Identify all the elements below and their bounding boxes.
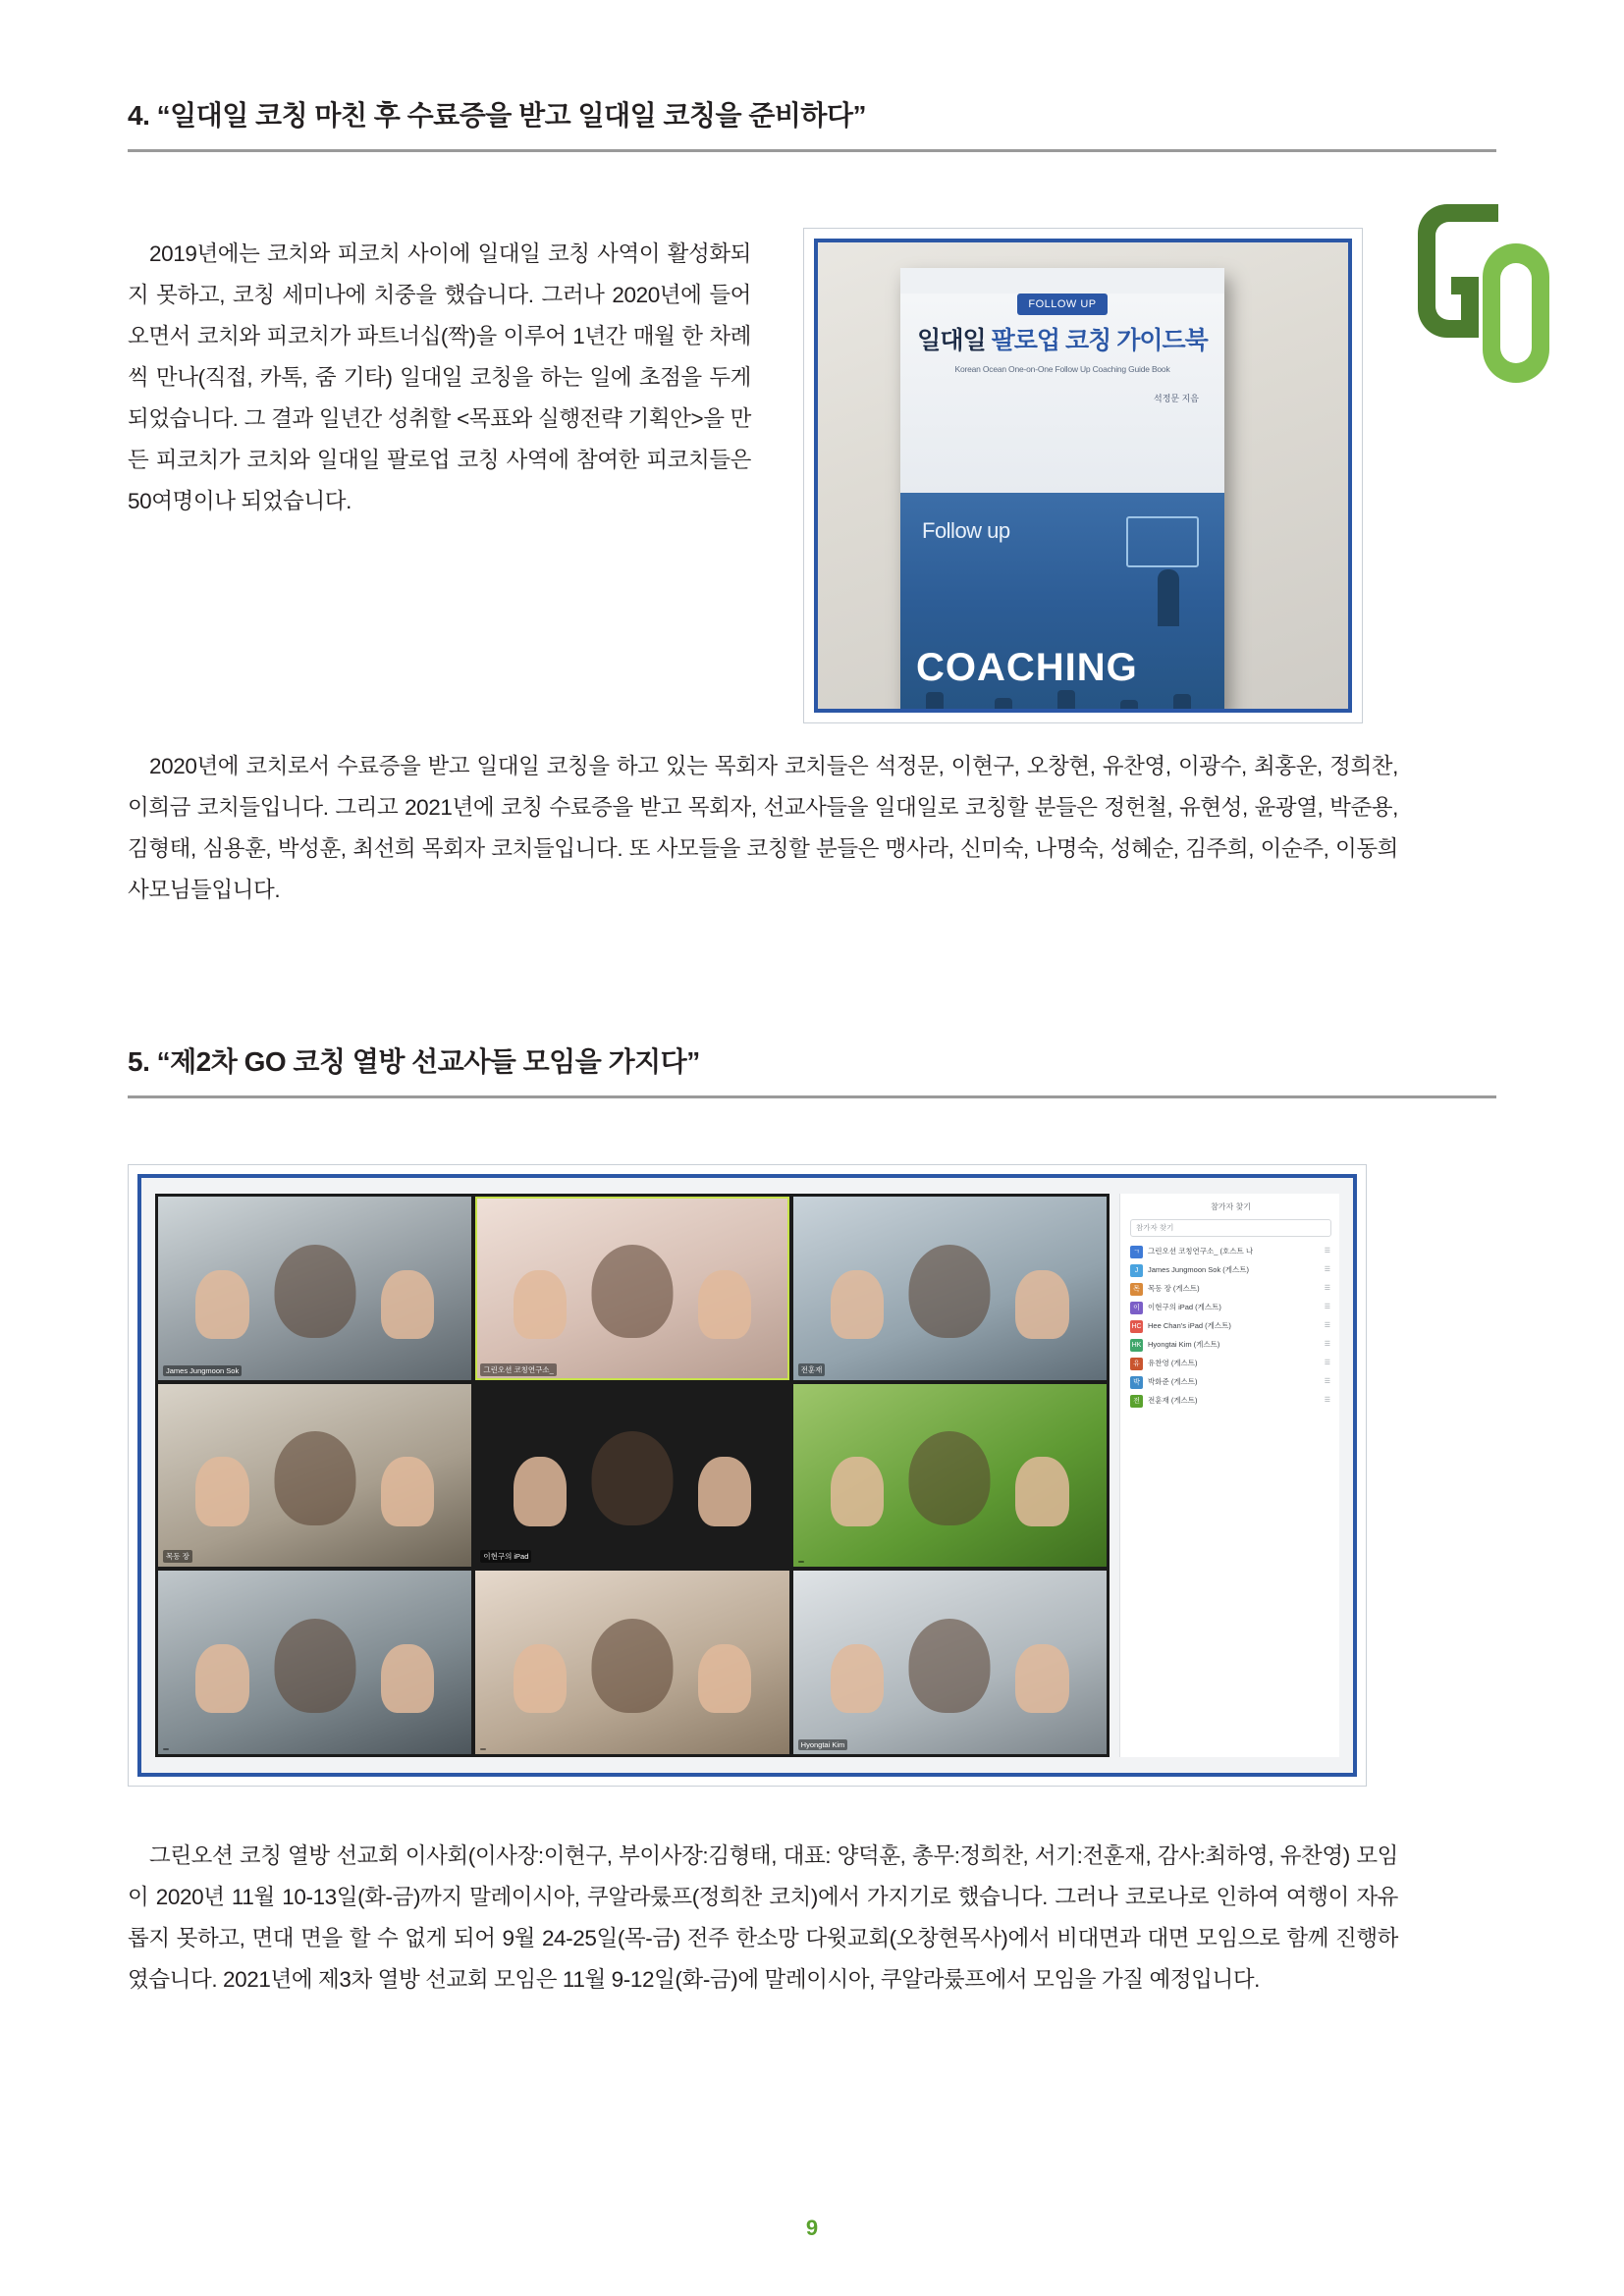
raised-hand-shape <box>1015 1270 1068 1339</box>
zoom-tile-label <box>480 1748 486 1750</box>
zoom-tile-label <box>163 1748 169 1750</box>
zoom-tile <box>158 1197 471 1380</box>
section-5-paragraph-wrap <box>128 1836 1398 2001</box>
go-logo <box>1418 192 1555 389</box>
section-4-paragraph-2: 2020년에 코치로서 수료증을 받고 일대일 코칭을 하고 있는 목회자 코치들은 석정문, 이현구, 오창현, 유찬영, 이광수, 최홍운, 정희찬, 이희금 코치들입니다. 그리고 2021년에 코칭 수료증을 받고 목회자, 선교사들을 일대일로 코칭할 분들은 정헌철, 유현성, 윤광열, 박준용, 김형태, 심용훈, 박성훈, 최선희 목회자 코치들입니다. 또 사모들을 코칭할 분들은 맹사라, 신미숙, 나명숙, 성혜순, 김주희, 이순주, 이동희 사모님들입니다. <box>128 754 1398 902</box>
section-5-paragraph: 그린오션 코칭 열방 선교회 이사회(이사장:이현구, 부이사장:김형태, 대표: 양덕훈, 총무:정희찬, 서기:전훈재, 감사:최하영, 유찬영) 모임이 2020년 11월 10-13일(화-금)까지 말레이시아, 쿠알라룼프(정희찬 코치)에서 가지기로 했습니다. 그러나 코로나로 인하여 여행이 자유롭지 못하고, 면대 면을 할 수 없게 되어 9월 24-25일(목-금) 전주 한소망 다윗교회(오창현목사)에서 비대면과 대면 모임으로 함께 진행하였습니다. 2021년에 제3차 열방 선교회 모임은 11월 9-12일(화-금)에 말레이시아, 쿠알라룼프에서 모임을 가질 예정입니다. <box>128 1843 1398 1992</box>
book-title-accent: 팔로업 코칭 가이드북 <box>991 327 1208 354</box>
zoom-tile-label: Hyongtai Kim <box>798 1739 848 1750</box>
zoom-tile-label: 이현구의 iPad <box>480 1550 531 1563</box>
participant-name: 박화준 (게스트) <box>1148 1377 1198 1386</box>
zoom-tile <box>158 1384 471 1568</box>
raised-hand-shape <box>831 1457 884 1525</box>
participant-name: 목동 장 (게스트) <box>1148 1284 1200 1293</box>
raised-hand-shape <box>831 1644 884 1713</box>
book-author: 석정문 지음 <box>1154 394 1199 403</box>
mic-camera-icon[interactable]: ☰ <box>1324 1248 1331 1255</box>
person-head-shape <box>274 1245 355 1339</box>
participant-name: Hyongtai Kim (게스트) <box>1148 1340 1220 1349</box>
zoom-screenshot-frame <box>128 1164 1367 1787</box>
person-head-shape <box>909 1245 991 1339</box>
participant-row[interactable] <box>1130 1263 1331 1277</box>
book-cover <box>900 268 1224 712</box>
avatar: J <box>1130 1264 1143 1277</box>
book-title <box>900 321 1224 356</box>
person-head-shape <box>591 1431 673 1525</box>
participant-name: 이현구의 iPad (게스트) <box>1148 1303 1221 1311</box>
zoom-tile-label: 전훈재 <box>798 1363 826 1376</box>
book-photo <box>814 239 1352 713</box>
raised-hand-shape <box>831 1270 884 1339</box>
book-cover-bottom <box>900 493 1224 712</box>
zoom-participant-grid <box>155 1194 1110 1757</box>
zoom-tile-active <box>475 1197 788 1380</box>
zoom-tile-label: 목동 장 <box>163 1550 192 1563</box>
zoom-tile-label <box>798 1561 804 1563</box>
book-cover-line2: COACHING <box>916 645 1138 689</box>
avatar: HC <box>1130 1320 1143 1333</box>
raised-hand-shape <box>1015 1644 1068 1713</box>
person-head-shape <box>591 1245 673 1339</box>
mic-camera-icon[interactable]: ☰ <box>1324 1285 1331 1292</box>
raised-hand-shape <box>381 1644 434 1713</box>
presentation-screen-icon <box>1126 516 1199 567</box>
zoom-tile <box>158 1571 471 1754</box>
section-5-title: 5. “제2차 GO 코칭 열방 선교사들 모임을 가지다” <box>128 1046 700 1077</box>
section-4-left-column <box>128 234 751 522</box>
participant-name: 그린오션 코칭연구소_ (호스트 나 <box>1148 1247 1254 1255</box>
person-head-shape <box>274 1619 355 1713</box>
avatar: HK <box>1130 1339 1143 1352</box>
person-head-shape <box>274 1431 355 1525</box>
avatar: 박 <box>1130 1376 1143 1389</box>
participant-name: James Jungmoon Sok (게스트) <box>1148 1265 1250 1274</box>
raised-hand-shape <box>698 1644 751 1713</box>
raised-hand-shape <box>698 1270 751 1339</box>
section-4-rule <box>128 149 1496 152</box>
section-5-rule <box>128 1095 1496 1098</box>
zoom-tile <box>793 1197 1107 1380</box>
book-cover-line1: Follow up <box>922 518 1010 544</box>
zoom-participants-panel <box>1119 1194 1339 1757</box>
zoom-tile <box>793 1384 1107 1568</box>
figure-icon <box>1173 694 1191 712</box>
figure-icon <box>926 692 944 712</box>
page-number: 9 <box>805 2216 819 2240</box>
raised-hand-shape <box>195 1457 248 1525</box>
participant-name: 전훈재 (게스트) <box>1148 1396 1198 1405</box>
avatar: 전 <box>1130 1395 1143 1408</box>
raised-hand-shape <box>195 1644 248 1713</box>
raised-hand-shape <box>514 1644 567 1713</box>
zoom-tile <box>475 1571 788 1754</box>
participant-name: 유찬영 (게스트) <box>1148 1359 1198 1367</box>
mic-camera-icon[interactable]: ☰ <box>1324 1266 1331 1273</box>
book-photo-frame <box>803 228 1363 723</box>
raised-hand-shape <box>1015 1457 1068 1525</box>
figure-icon <box>995 698 1012 712</box>
avatar: ㄱ <box>1130 1246 1143 1258</box>
raised-hand-shape <box>195 1270 248 1339</box>
section-4-header <box>128 94 1496 152</box>
zoom-screenshot <box>137 1174 1357 1777</box>
mic-camera-icon[interactable]: ☰ <box>1324 1322 1331 1329</box>
participant-row[interactable] <box>1130 1357 1331 1370</box>
zoom-tile <box>475 1384 788 1568</box>
raised-hand-shape <box>381 1457 434 1525</box>
person-head-shape <box>909 1431 991 1525</box>
mic-camera-icon[interactable]: ☰ <box>1324 1378 1331 1385</box>
person-head-shape <box>591 1619 673 1713</box>
section-5-header <box>128 1041 1496 1098</box>
participant-row[interactable] <box>1130 1338 1331 1352</box>
mic-camera-icon[interactable]: ☰ <box>1324 1360 1331 1366</box>
zoom-tile-label: 그린오션 코칭연구소_ <box>480 1363 556 1376</box>
participant-row[interactable] <box>1130 1319 1331 1333</box>
section-4-paragraph-1: 2019년에는 코치와 피코치 사이에 일대일 코칭 사역이 활성화되지 못하고, 코칭 세미나에 치중을 했습니다. 그러나 2020년에 들어오면서 코치와 피코치가 파트너십(짝)을 이루어 1년간 매월 한 차례씩 만나(직접, 카톡, 줌 기타) 일대일 코칭을 하는 일에 초점을 두게 되었습니다. 그 결과 일년간 성취할 <목표와 실행전략 기획안>을 만든 피코치가 코치와 일대일 팔로업 코칭 사역에 참여한 피코치들은 50여명이나 되었습니다. <box>128 241 751 513</box>
book-subtitle: Korean Ocean One-on-One Follow Up Coaching Guide Book <box>954 364 1170 374</box>
figure-icon <box>1120 700 1138 712</box>
book-cover-top <box>900 294 1224 493</box>
section-4-title: 4. “일대일 코칭 마친 후 수료증을 받고 일대일 코칭을 준비하다” <box>128 100 867 131</box>
participant-name: Hee Chan's iPad (게스트) <box>1148 1321 1231 1330</box>
participant-row[interactable] <box>1130 1301 1331 1314</box>
avatar: 목 <box>1130 1283 1143 1296</box>
avatar: 유 <box>1130 1358 1143 1370</box>
mic-camera-icon[interactable]: ☰ <box>1324 1341 1331 1348</box>
participant-row[interactable] <box>1130 1245 1331 1258</box>
book-title-prefix: 일대일 <box>917 327 986 354</box>
raised-hand-shape <box>698 1457 751 1525</box>
person-head-shape <box>909 1619 991 1713</box>
zoom-tile <box>793 1571 1107 1754</box>
figure-icon <box>1158 569 1179 626</box>
participant-row[interactable] <box>1130 1375 1331 1389</box>
participants-panel-title: 참가자 찾기 <box>1211 1202 1251 1211</box>
participant-row[interactable] <box>1130 1282 1331 1296</box>
figure-icon <box>1057 690 1075 712</box>
zoom-tile-label: James Jungmoon Sok <box>163 1365 242 1376</box>
participant-row[interactable] <box>1130 1394 1331 1408</box>
avatar: 이 <box>1130 1302 1143 1314</box>
participants-search-input[interactable]: 참가자 찾기 <box>1130 1219 1331 1237</box>
raised-hand-shape <box>514 1270 567 1339</box>
book-badge: FOLLOW UP <box>1017 294 1108 315</box>
mic-camera-icon[interactable]: ☰ <box>1324 1304 1331 1310</box>
raised-hand-shape <box>381 1270 434 1339</box>
raised-hand-shape <box>514 1457 567 1525</box>
section-4-paragraph-2-wrap <box>128 746 1398 911</box>
mic-camera-icon[interactable]: ☰ <box>1324 1397 1331 1404</box>
